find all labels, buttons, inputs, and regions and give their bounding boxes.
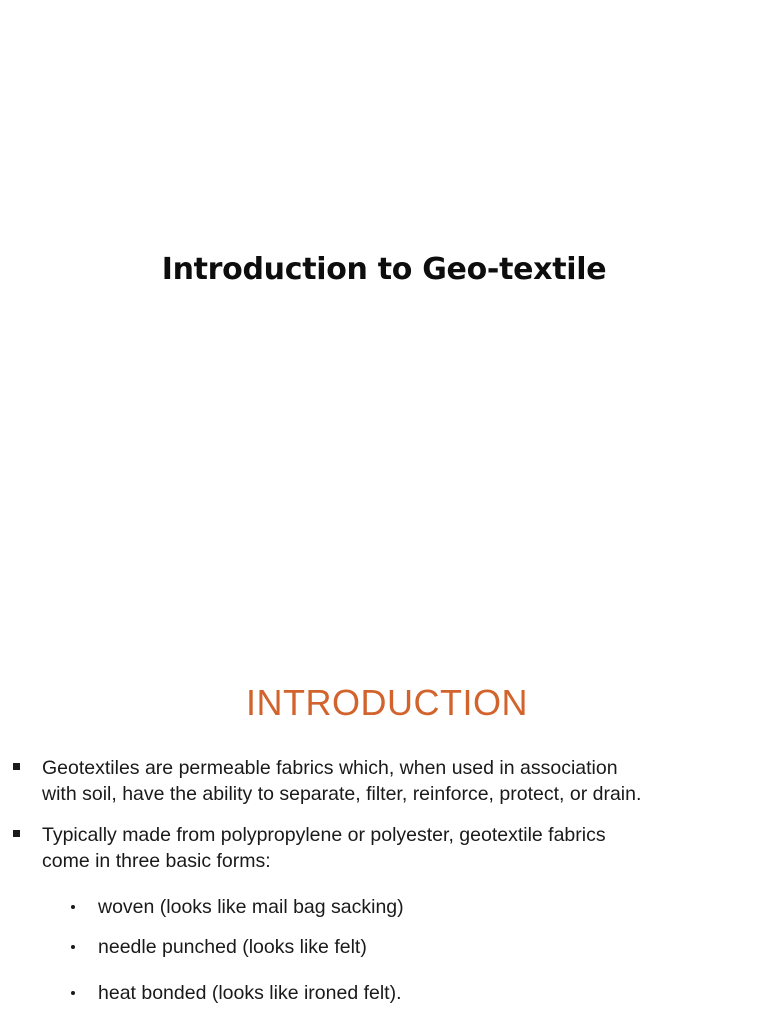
dot-bullet-icon xyxy=(71,905,75,909)
dot-bullet-icon xyxy=(71,991,75,995)
square-bullet-icon xyxy=(13,763,20,770)
bullet-text xyxy=(42,755,762,807)
bullet-line: Geotextiles are permeable fabrics which, when used in association xyxy=(42,757,618,779)
introduction-slide xyxy=(0,660,768,1024)
bullet-line: Typically made from polypropylene or polyester, geotextile fabrics xyxy=(42,824,606,846)
form-text: needle punched (looks like felt) xyxy=(98,936,367,958)
bullet-text xyxy=(42,822,762,874)
section-heading: INTRODUCTION xyxy=(246,682,528,723)
bullet-line: with soil, have the ability to separate, filter, reinforce, protect, or drain. xyxy=(42,783,642,805)
form-text: woven (looks like mail bag sacking) xyxy=(98,896,404,918)
square-bullet-icon xyxy=(13,830,20,837)
bullet-line: come in three basic forms: xyxy=(42,850,271,872)
dot-bullet-icon xyxy=(71,945,75,949)
slide-title: Introduction to Geo-textile xyxy=(161,252,607,287)
form-text: heat bonded (looks like ironed felt). xyxy=(98,982,402,1004)
